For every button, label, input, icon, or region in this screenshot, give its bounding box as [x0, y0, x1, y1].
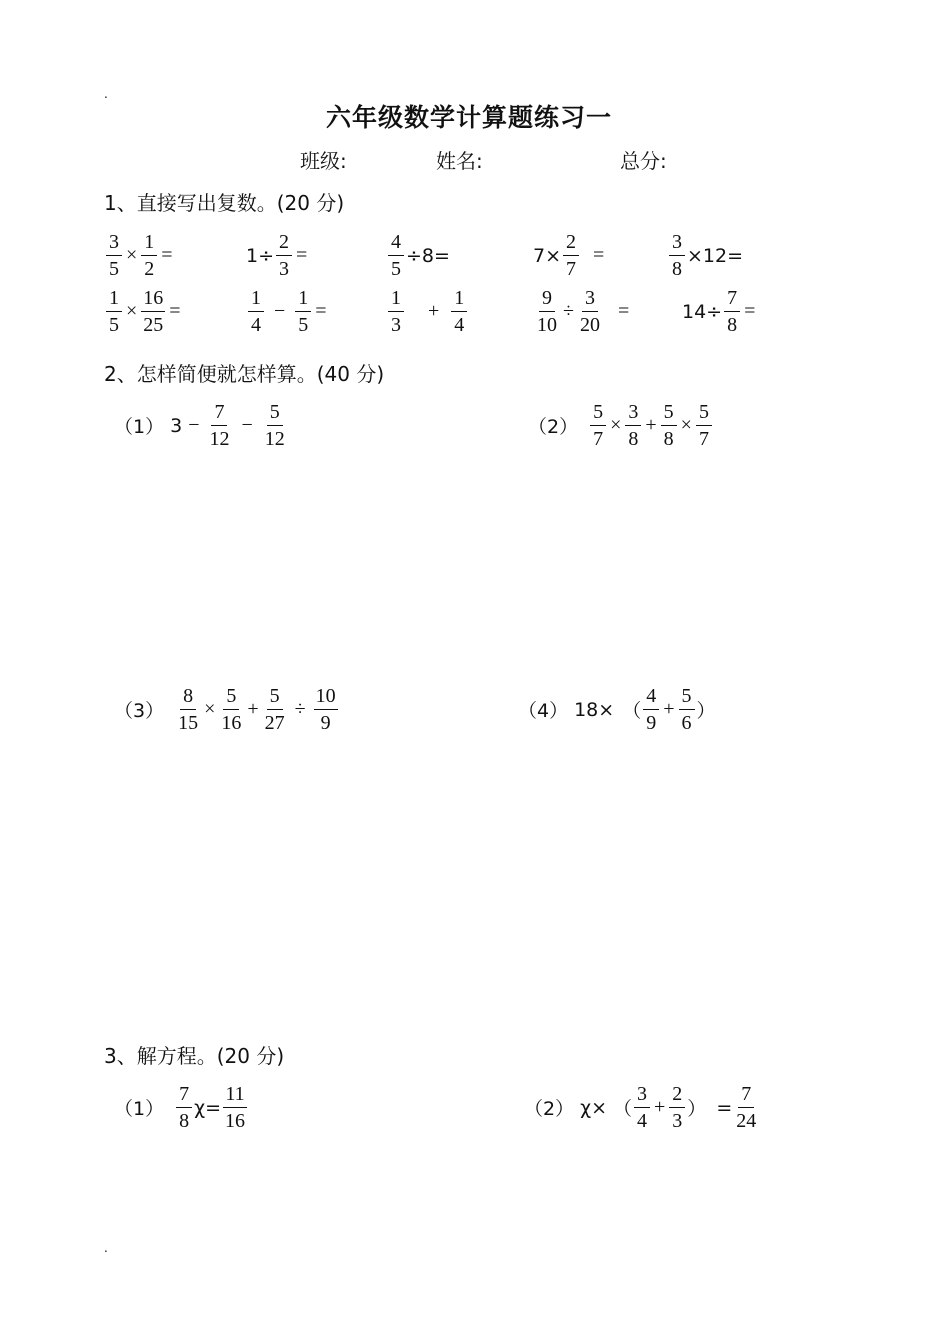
equals: = [161, 244, 173, 266]
denominator: 4 [637, 1110, 648, 1132]
denominator: 27 [264, 712, 285, 734]
section1-heading: 1、直接写出复数。(20 分) [104, 191, 345, 215]
operator: + [645, 414, 657, 436]
right-paren: ） [687, 1098, 707, 1120]
denominator: 8 [179, 1110, 190, 1132]
denominator: 12 [209, 428, 230, 450]
s1-q3 [386, 232, 450, 279]
denominator: 3 [391, 314, 401, 336]
numerator: 3 [669, 232, 685, 256]
s1-q9 [533, 288, 631, 335]
problem-label: （1） [114, 416, 165, 438]
fraction [207, 402, 231, 449]
prefix: 14÷ [682, 300, 723, 323]
score-label: 总分: [620, 149, 667, 173]
denominator: 3 [672, 1110, 683, 1132]
fraction [669, 232, 685, 279]
operator: × [126, 244, 138, 266]
fraction [176, 1084, 192, 1131]
equals: = [315, 300, 327, 322]
denominator: 7 [698, 428, 709, 450]
fraction [223, 1084, 247, 1131]
numerator: 1 [295, 288, 311, 312]
operator: ÷ [563, 300, 574, 322]
page-title: 六年级数学计算题练习一 [326, 103, 613, 132]
denominator: 5 [391, 258, 401, 280]
operator: ÷ [294, 698, 306, 720]
operator: + [654, 1096, 666, 1118]
fraction [634, 1084, 650, 1131]
numerator: 10 [314, 686, 338, 710]
equals: = [716, 1096, 733, 1119]
numerator: 5 [590, 402, 606, 426]
fraction [295, 288, 311, 335]
numerator: 5 [267, 402, 283, 426]
denominator: 8 [663, 428, 674, 450]
prefix: 1÷ [246, 244, 275, 267]
denominator: 16 [225, 1110, 245, 1132]
s1-q1 [104, 232, 175, 279]
denominator: 8 [727, 314, 738, 336]
equals: = [296, 244, 308, 266]
corner-dot-bottom: . [104, 1241, 108, 1255]
fraction [696, 402, 712, 449]
prefix: 3 [170, 414, 183, 437]
numerator: 7 [211, 402, 227, 426]
denominator: 20 [579, 314, 600, 336]
variable-equals: χ= [194, 1096, 221, 1119]
fraction [563, 232, 579, 279]
numerator: 3 [106, 232, 122, 256]
numerator: 2 [563, 232, 579, 256]
denominator: 7 [566, 258, 577, 280]
fraction [176, 686, 200, 733]
numerator: 1 [388, 288, 404, 312]
equals: = [744, 300, 756, 322]
denominator: 10 [537, 314, 557, 336]
numerator: 11 [223, 1084, 246, 1108]
fraction [263, 686, 287, 733]
numerator: 4 [388, 232, 404, 256]
s1-q6 [104, 288, 183, 335]
denominator: 9 [320, 712, 331, 734]
s2-problem-4 [518, 686, 716, 733]
prefix: 7× [533, 244, 562, 267]
numerator: 7 [738, 1084, 754, 1108]
fraction [314, 686, 338, 733]
numerator: 16 [141, 288, 165, 312]
fraction [106, 232, 122, 279]
numerator: 5 [696, 402, 712, 426]
s1-q8 [386, 288, 469, 335]
denominator: 12 [264, 428, 285, 450]
numerator: 2 [276, 232, 292, 256]
denominator: 7 [593, 428, 604, 450]
fraction [724, 288, 740, 335]
fraction [643, 686, 659, 733]
operator: + [247, 698, 259, 720]
corner-dot-top: . [104, 87, 108, 101]
s2-problem-1 [114, 402, 289, 449]
name-label: 姓名: [436, 149, 483, 173]
denominator: 24 [736, 1110, 757, 1132]
section2-heading: 2、怎样简便就怎样算。(40 分) [104, 362, 385, 386]
operator: × [126, 300, 138, 322]
denominator: 9 [646, 712, 657, 734]
numerator: 1 [141, 232, 157, 256]
numerator: 1 [451, 288, 467, 312]
s3-equation-1 [114, 1084, 249, 1131]
fraction [451, 288, 467, 335]
operator: − [188, 414, 200, 436]
numerator: 7 [176, 1084, 192, 1108]
problem-label: （4） [518, 700, 569, 722]
fraction [535, 288, 559, 335]
denominator: 3 [279, 258, 290, 280]
numerator: 3 [634, 1084, 650, 1108]
numerator: 1 [248, 288, 264, 312]
left-paren: （ [622, 700, 642, 722]
s2-problem-2 [528, 402, 714, 449]
fraction [248, 288, 264, 335]
fraction [590, 402, 606, 449]
numerator: 9 [539, 288, 555, 312]
denominator: 5 [109, 314, 119, 336]
numerator: 5 [267, 686, 283, 710]
numerator: 5 [679, 686, 695, 710]
fraction [219, 686, 243, 733]
numerator: 3 [582, 288, 598, 312]
fraction [141, 232, 157, 279]
numerator: 3 [625, 402, 641, 426]
denominator: 5 [298, 314, 309, 336]
denominator: 16 [221, 712, 242, 734]
s1-q4 [533, 232, 606, 279]
operator: × [680, 414, 692, 436]
fraction [734, 1084, 758, 1131]
operator: × [204, 698, 216, 720]
denominator: 25 [143, 314, 164, 336]
s1-q5 [667, 232, 743, 279]
fraction [578, 288, 602, 335]
operator: + [428, 300, 440, 322]
fraction [276, 232, 292, 279]
numerator: 2 [669, 1084, 685, 1108]
fraction [625, 402, 641, 449]
equals: = [169, 300, 181, 322]
s1-q2 [246, 232, 309, 279]
fraction [661, 402, 677, 449]
numerator: 8 [180, 686, 196, 710]
operator: − [241, 414, 253, 436]
suffix: ÷8= [406, 244, 450, 267]
denominator: 5 [109, 258, 119, 280]
problem-label: （3） [114, 700, 165, 722]
numerator: 5 [223, 686, 239, 710]
numerator: 7 [724, 288, 740, 312]
fraction [679, 686, 695, 733]
numerator: 4 [643, 686, 659, 710]
denominator: 8 [672, 258, 682, 280]
class-label: 班级: [300, 149, 347, 173]
section3-heading: 3、解方程。(20 分) [104, 1044, 285, 1068]
denominator: 8 [628, 428, 639, 450]
s3-equation-2 [524, 1084, 760, 1131]
suffix: ×12= [687, 244, 744, 267]
operator: × [610, 414, 622, 436]
prefix: χ× [580, 1096, 607, 1119]
fraction [388, 232, 404, 279]
prefix: 18× [574, 698, 615, 721]
right-paren: ） [696, 700, 716, 722]
problem-label: （1） [114, 1098, 165, 1120]
denominator: 15 [178, 712, 199, 734]
numerator: 5 [661, 402, 677, 426]
s1-q7 [246, 288, 329, 335]
operator: − [274, 300, 286, 322]
fraction [141, 288, 165, 335]
equals: = [593, 244, 605, 266]
denominator: 4 [454, 314, 465, 336]
denominator: 4 [251, 314, 261, 336]
denominator: 6 [681, 712, 692, 734]
s1-q10 [682, 288, 757, 335]
fraction [669, 1084, 685, 1131]
denominator: 2 [144, 258, 155, 280]
fraction [106, 288, 122, 335]
fraction [388, 288, 404, 335]
problem-label: （2） [524, 1098, 575, 1120]
equals: = [617, 300, 630, 322]
numerator: 1 [106, 288, 122, 312]
problem-label: （2） [528, 416, 579, 438]
left-paren: （ [613, 1098, 633, 1120]
fraction [263, 402, 287, 449]
s2-problem-3 [114, 686, 340, 733]
operator: + [663, 698, 675, 720]
